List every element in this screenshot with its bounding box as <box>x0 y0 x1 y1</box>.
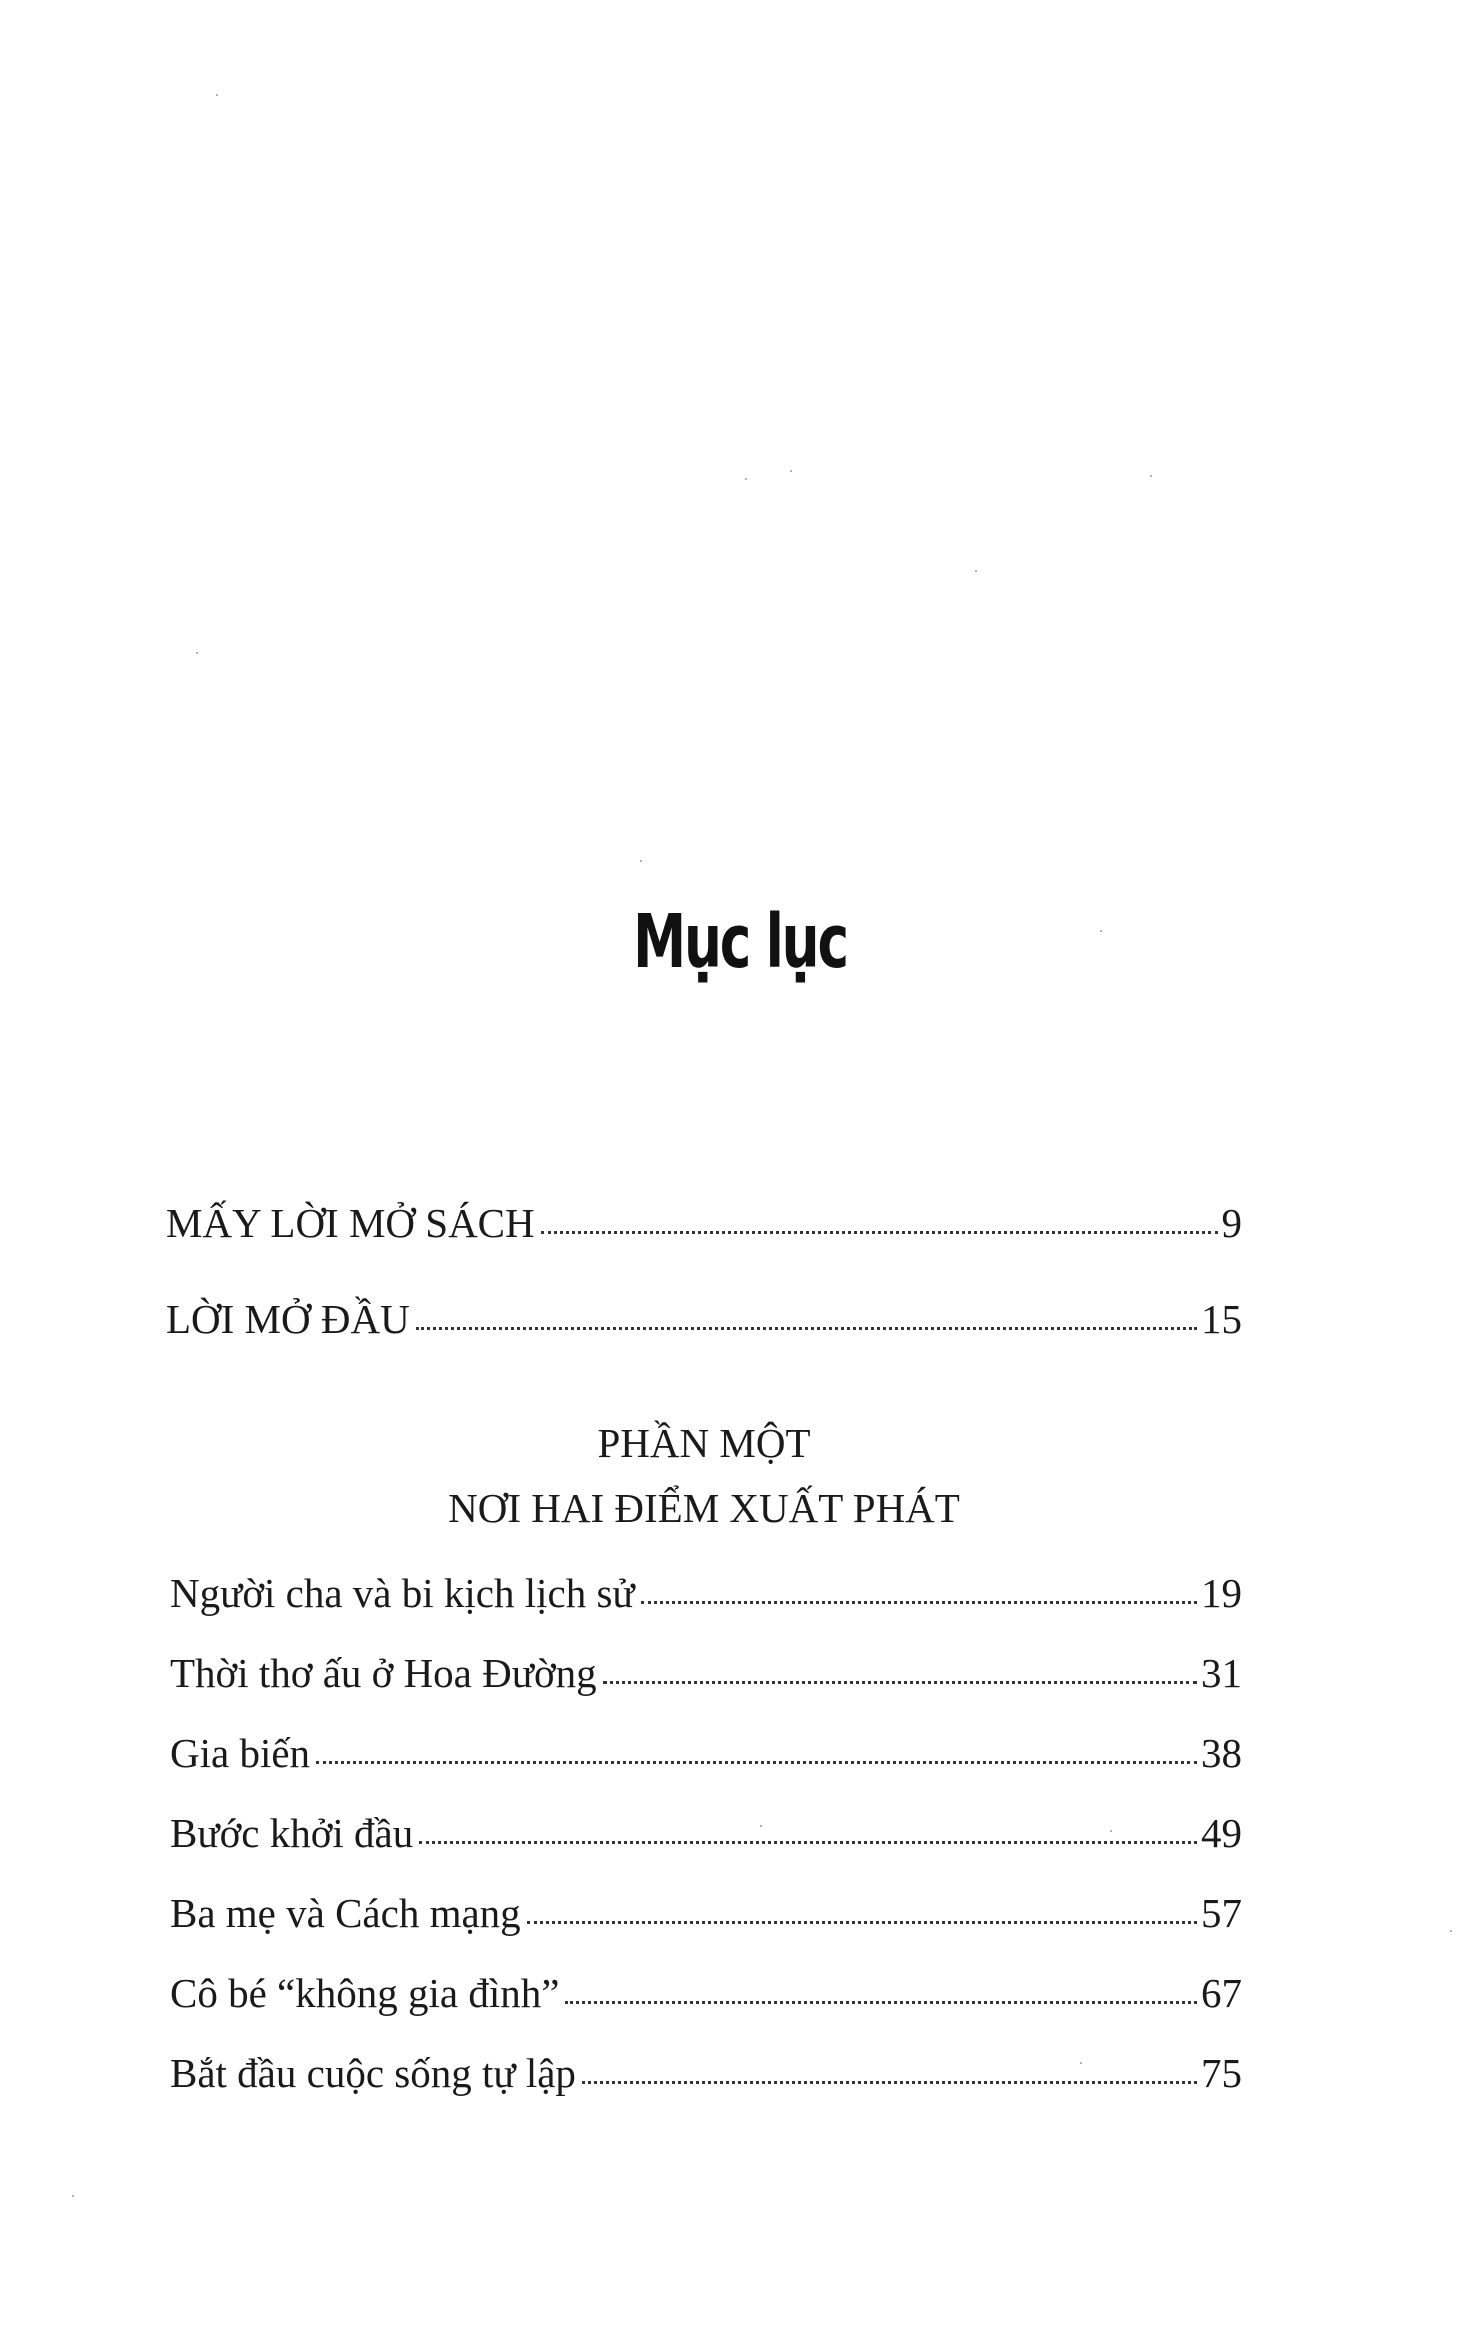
toc-entry-page: 75 <box>1201 2050 1242 2096</box>
toc-entry-page: 19 <box>1201 1570 1242 1616</box>
paper-speck <box>975 570 977 572</box>
paper-speck <box>196 652 198 654</box>
paper-speck <box>640 860 642 862</box>
toc-entry <box>170 1650 1242 1696</box>
toc-entry <box>170 1570 1242 1616</box>
paper-speck <box>1450 1930 1452 1932</box>
paper-speck <box>216 94 218 96</box>
toc-entry-page: 31 <box>1201 1650 1242 1696</box>
toc-entry-label: MẤY LỜI MỞ SÁCH <box>166 1200 535 1246</box>
dot-leader <box>419 1841 1197 1844</box>
dot-leader <box>565 2001 1197 2004</box>
toc-entry <box>170 1730 1242 1776</box>
toc-entry <box>170 1810 1242 1856</box>
dot-leader <box>316 1761 1197 1764</box>
page-title: Mục lục <box>633 899 847 985</box>
paper-speck <box>72 2195 74 2197</box>
part-heading: PHẦN MỘT <box>597 1420 811 1466</box>
toc-entry-page: 9 <box>1221 1200 1242 1246</box>
paper-speck <box>745 478 747 480</box>
toc-entry-label: LỜI MỞ ĐẦU <box>166 1296 410 1342</box>
toc-entry-label: Người cha và bi kịch lịch sử <box>170 1570 635 1616</box>
toc-entry-page: 57 <box>1201 1890 1242 1936</box>
toc-entry <box>166 1200 1242 1246</box>
toc-entry-page: 38 <box>1201 1730 1242 1776</box>
paper-speck <box>1150 475 1152 477</box>
dot-leader <box>541 1231 1218 1234</box>
part-subtitle: NƠI HAI ĐIỂM XUẤT PHÁT <box>448 1485 960 1531</box>
toc-entry-label: Cô bé “không gia đình” <box>170 1970 560 2016</box>
paper-speck <box>790 470 792 472</box>
toc-entry <box>166 1296 1242 1342</box>
dot-leader <box>603 1681 1197 1684</box>
toc-entry-label: Bắt đầu cuộc sống tự lập <box>170 2050 576 2096</box>
toc-entry <box>170 1890 1242 1936</box>
dot-leader <box>582 2081 1197 2084</box>
toc-entry-page: 49 <box>1201 1810 1242 1856</box>
toc-entry-page: 67 <box>1201 1970 1242 2016</box>
dot-leader <box>527 1921 1197 1924</box>
toc-entry-label: Ba mẹ và Cách mạng <box>170 1890 521 1936</box>
toc-entry-label: Bước khởi đầu <box>170 1810 414 1856</box>
dot-leader <box>641 1601 1197 1604</box>
toc-entry-label: Thời thơ ấu ở Hoa Đường <box>170 1650 597 1696</box>
toc-entry <box>170 1970 1242 2016</box>
toc-entry <box>170 2050 1242 2096</box>
dot-leader <box>416 1327 1197 1330</box>
toc-entry-page: 15 <box>1201 1296 1242 1342</box>
toc-entry-label: Gia biến <box>170 1730 311 1776</box>
